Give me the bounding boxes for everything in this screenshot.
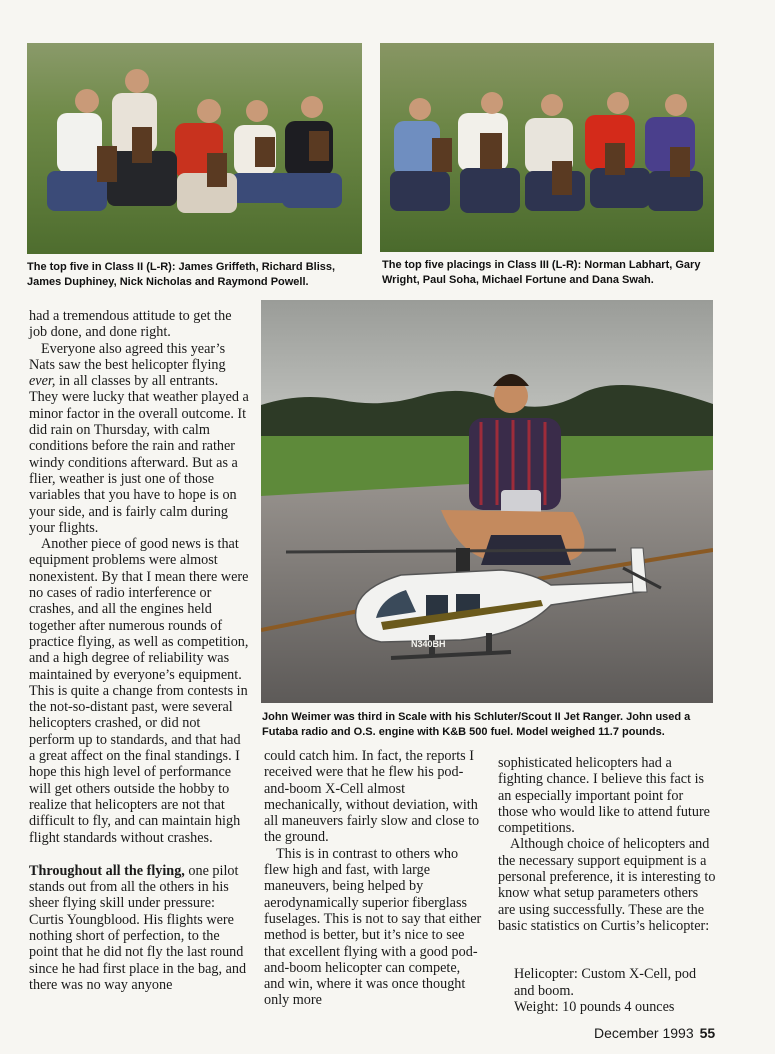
stat-line <box>498 966 716 999</box>
class3-photo <box>380 43 714 252</box>
article-column-2 <box>264 748 482 1009</box>
class3-photo-art <box>380 43 714 252</box>
paragraph <box>29 863 249 993</box>
issue-date: December 1993 <box>594 1025 694 1041</box>
page-number: 55 <box>699 1025 716 1041</box>
helicopter-photo <box>261 300 713 703</box>
helicopter-photo-art <box>261 300 713 703</box>
class3-caption: The top five placings in Class III (L-R): Norman Labhart, Gary Wright, Paul Soha, Michael Fortune and Dana Swah. <box>382 259 701 286</box>
page-footer <box>594 1025 715 1041</box>
paragraph: had a tremendous attitude to get the job done, and done right. <box>29 308 232 341</box>
paragraph-text: one pilot stands out from all the others in his sheer flying skill under pressure: Curtis Youngblood. His flights were nothing short of perfection, to the point that he did not fly the last round since he had first place in the bag, and there was no way anyone <box>29 862 247 993</box>
stat-line: Weight: 10 pounds 4 ounces <box>514 998 675 1015</box>
paragraph-text: Everyone also agreed this year’s Nats saw the best helicopter flying <box>29 340 226 373</box>
article-column-1 <box>29 308 249 993</box>
paragraph: sophisticated helicopters had a fighting chance. I believe this fact is an especially important point for those who would like to attend future competitions. <box>498 755 710 837</box>
stat-text: Helicopter: Custom X-Cell, pod and boom. <box>514 966 697 999</box>
tail-number: N340BH <box>411 639 446 649</box>
class2-photo <box>27 43 362 254</box>
helicopter-caption: John Weimer was third in Scale with his Schluter/Scout II Jet Ranger. John used a Futaba radio and O.S. engine with K&B 500 fuel. Model weighed 11.7 pounds. <box>262 711 691 738</box>
class2-photo-art <box>27 43 362 254</box>
paragraph-text: in all classes by all entrants. They were lucky that weather played a minor factor in the overall outcome. It did rain on Thursday, with calm conditions before the rain and rather windy conditions afterward. But as a flier, weather is just one of those variables that you have to hope is on your side, and is fairly calm during your flights. <box>29 373 249 536</box>
paragraph: could catch him. In fact, the reports I received were that he flew his pod-and-boom X-Cell almost mechanically, without deviation, with all maneuvers fairly slow and close to the ground. <box>264 748 480 846</box>
article-column-3 <box>498 755 716 1015</box>
paragraph: Although choice of helicopters and the necessary support equipment is a personal preference, it is interesting to know what setup parameters others are using successfully. These are the basic statistics on Curtis’s helicopter: <box>498 836 716 934</box>
paragraph: Another piece of good news is that equipment problems were almost nonexistent. By that I mean there were no cases of radio interference or crashes, and all the engines held together after numerous rounds of practice flying, as well as competition, and a high degree of reliability was maintained by everyone’s equipment. This is quite a change from contests in the not-so-distant past, were several helicopters crashed, or did not perform up to standards, and that had a great affect on the final standings. I hope this high level of performance will get others outside the hobby to realize that helicopters are not that difficult to fly, and can maintain high flight standards without crashes. <box>29 536 249 846</box>
class2-caption: The top five in Class II (L-R): James Griffeth, Richard Bliss, James Duphiney, Nick Nicholas and Raymond Powell. <box>27 261 336 288</box>
emphasis-text: ever, <box>29 373 56 390</box>
paragraph <box>29 341 249 537</box>
lead-in-text: Throughout all the flying, <box>29 862 185 879</box>
paragraph: This is in contrast to others who flew high and fast, with large maneuvers, being helped by aerodynamically superior fiberglass fuselages. This is not to say that either method is better, but it’s nice to see that excellent flying with a good pod-and-boom helicopter can compete, and win, where it was once thought only more <box>264 845 482 1009</box>
